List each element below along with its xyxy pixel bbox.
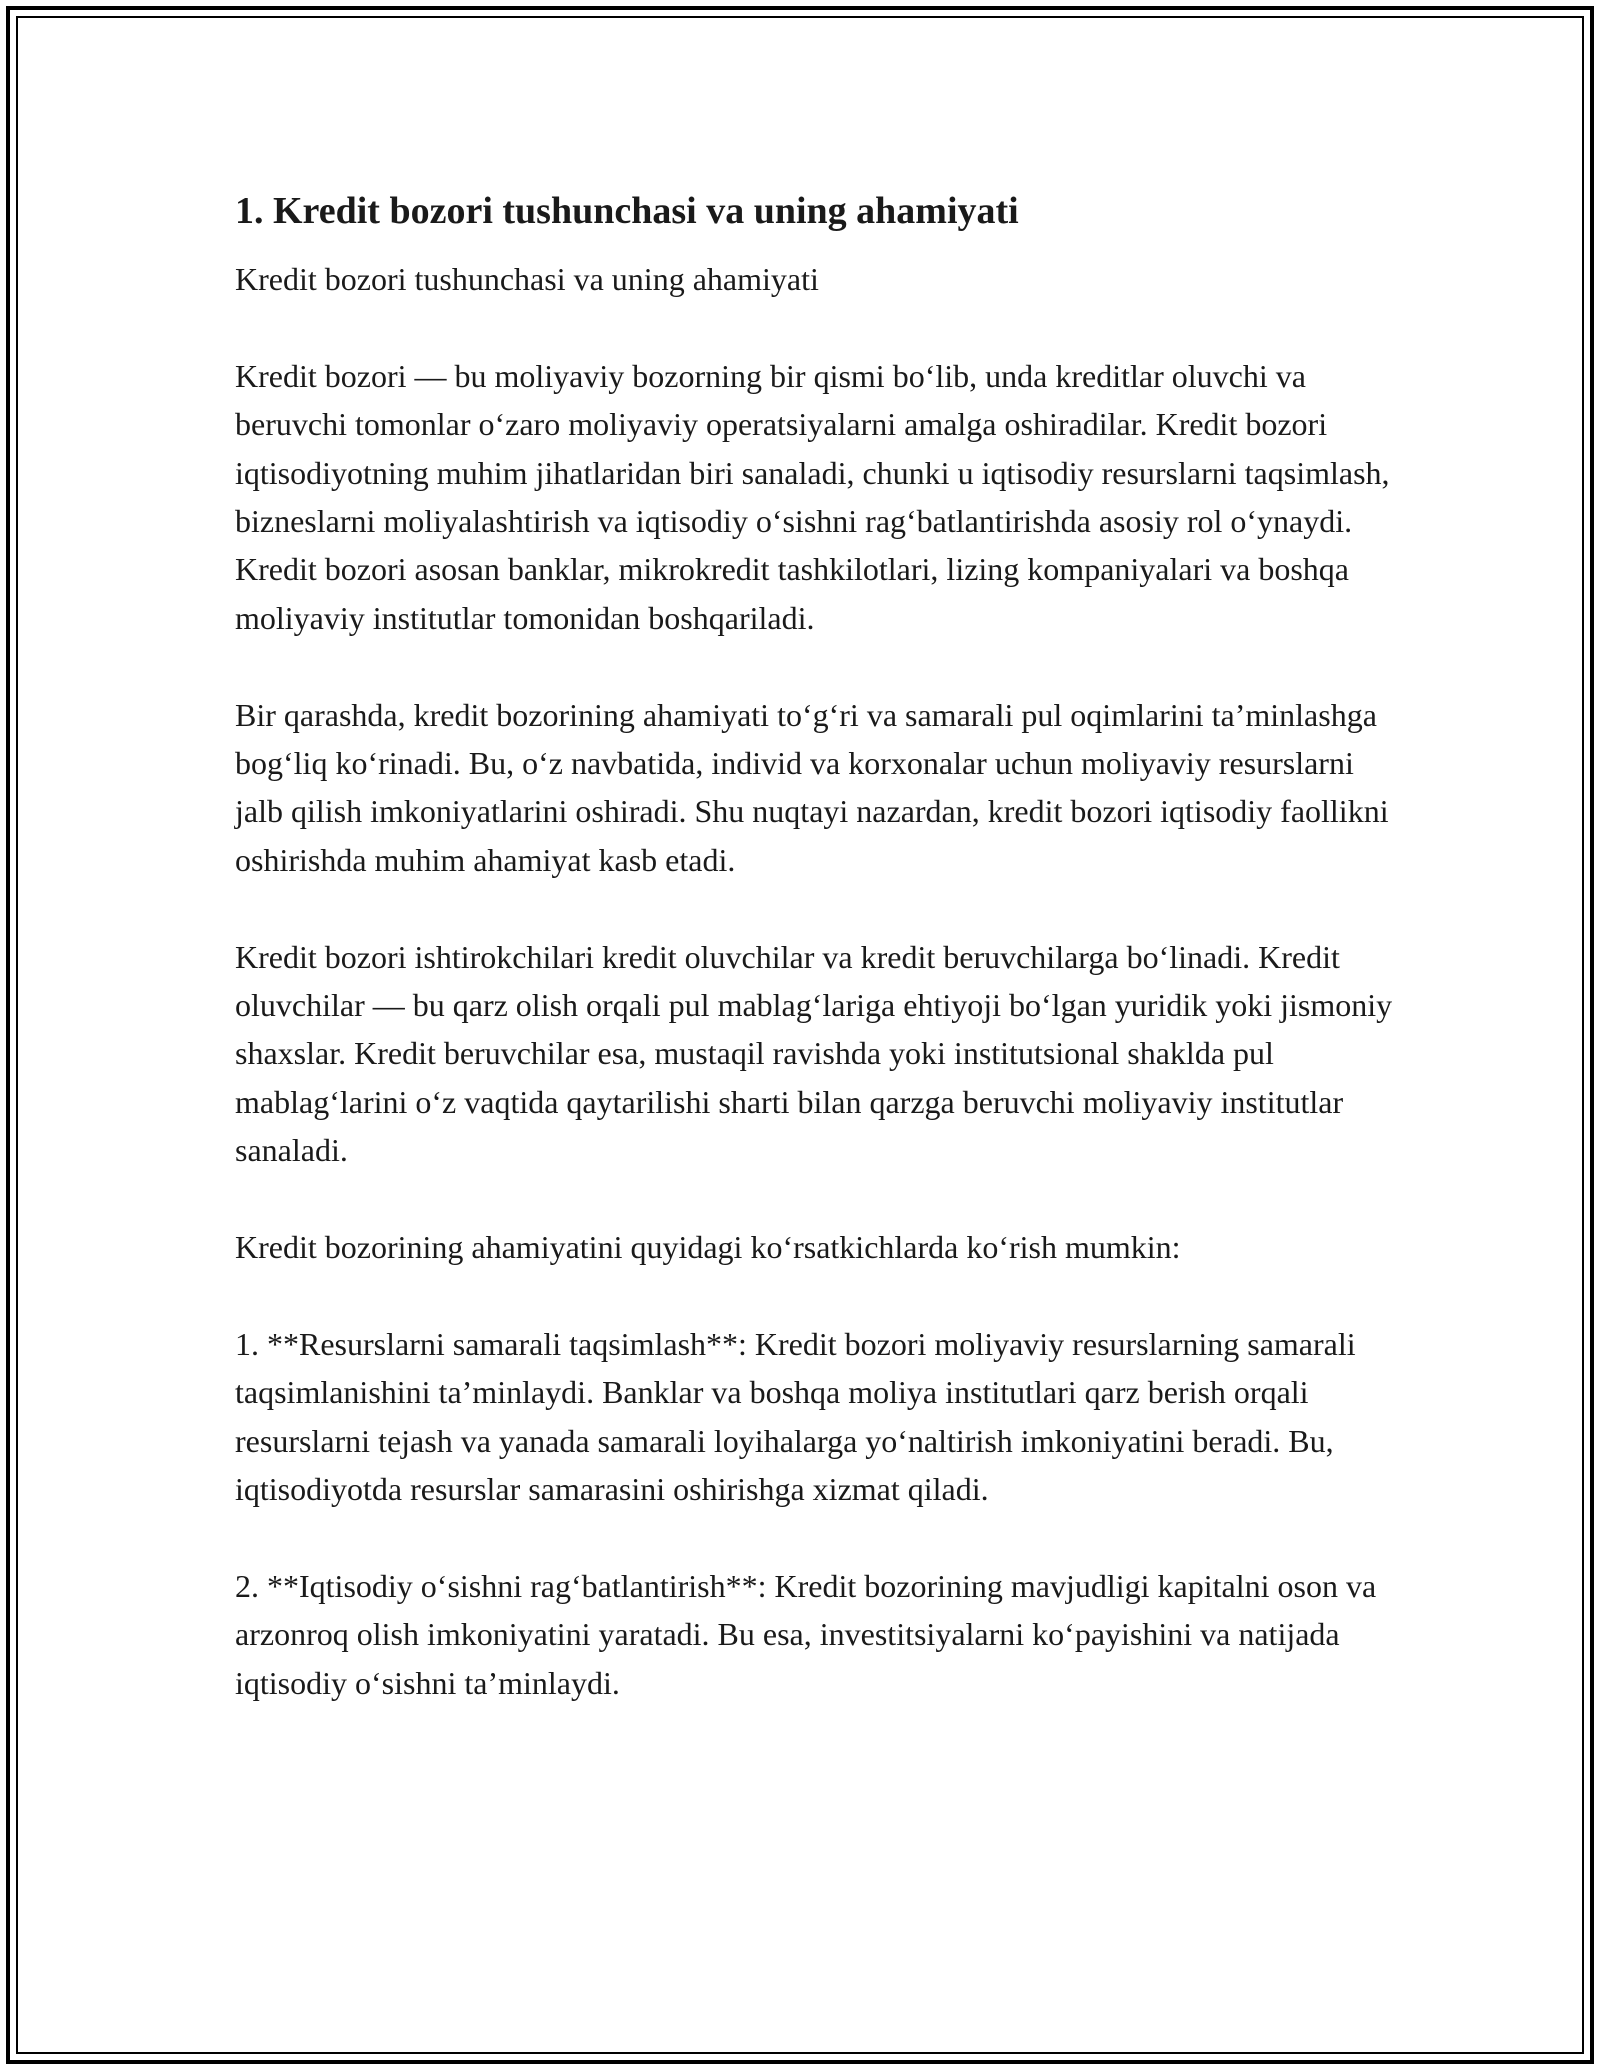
list-item-resource-allocation: 1. **Resurslarni samarali taqsimlash**: Kredit bozori moliyaviy resurslarning samarali taqsimlanishini ta’minlaydi. Banklar va boshqa moliya institutlari qarz berish orqali resurslarni tejash va yanada samarali loyihalarga yo‘naltirish imkoniyatini beradi. Bu, iqtisodiyotda resurslar samarasini oshirishga xizmat qiladi. xyxy=(235,1325,1356,1508)
document-body xyxy=(235,185,1395,1755)
section-heading: 1. Kredit bozori tushunchasi va uning ahamiyati xyxy=(235,190,1019,232)
paragraph-definition: Kredit bozori — bu moliyaviy bozorning bir qismi bo‘lib, unda kreditlar oluvchi va beruvchi tomonlar o‘zaro moliyaviy operatsiyalarni amalga oshiradilar. Kredit bozori iqtisodiyotning muhim jihatlaridan biri sanaladi, chunki u iqtisodiy resurslarni taqsimlash, bizneslarni moliyalashtirish va iqtisodiy o‘sishni rag‘batlantirishda asosiy rol o‘ynaydi. Kredit bozori asosan banklar, mikrokredit tashkilotlari, lizing kompaniyalari va boshqa moliyaviy institutlar tomonidan boshqariladi. xyxy=(235,357,1390,636)
list-item-economic-growth: 2. **Iqtisodiy o‘sishni rag‘batlantirish**: Kredit bozorining mavjudligi kapitalni oson va arzonroq olish imkoniyatini yaratadi. Bu esa, investitsiyalarni ko‘payishini va natijada iqtisodiy o‘sishni ta’minlaydi. xyxy=(235,1567,1377,1701)
section-subtitle: Kredit bozori tushunchasi va uning ahamiyati xyxy=(235,261,819,297)
paragraph-importance: Bir qarashda, kredit bozorining ahamiyati to‘g‘ri va samarali pul oqimlarini ta’minlashga bog‘liq ko‘rinadi. Bu, o‘z navbatida, individ va korxonalar uchun moliyaviy resurslarni jalb qilish imkoniyatlarini oshiradi. Shu nuqtayi nazardan, kredit bozori iqtisodiy faollikni oshirishda muhim ahamiyat kasb etadi. xyxy=(235,696,1389,878)
paragraph-indicators-intro: Kredit bozorining ahamiyatini quyidagi ko‘rsatkichlarda ko‘rish mumkin: xyxy=(235,1229,1181,1266)
paragraph-participants: Kredit bozori ishtirokchilari kredit oluvchilar va kredit beruvchilarga bo‘linadi. Kredit oluvchilar — bu qarz olish orqali pul mablag‘lariga ehtiyoji bo‘lgan yuridik yoki jismoniy shaxslar. Kredit beruvchilar esa, mustaqil ravishda yoki institutsional shaklda pul mablag‘larini o‘z vaqtida qaytarilishi sharti bilan qarzga beruvchi moliyaviy institutlar sanaladi. xyxy=(235,938,1393,1169)
